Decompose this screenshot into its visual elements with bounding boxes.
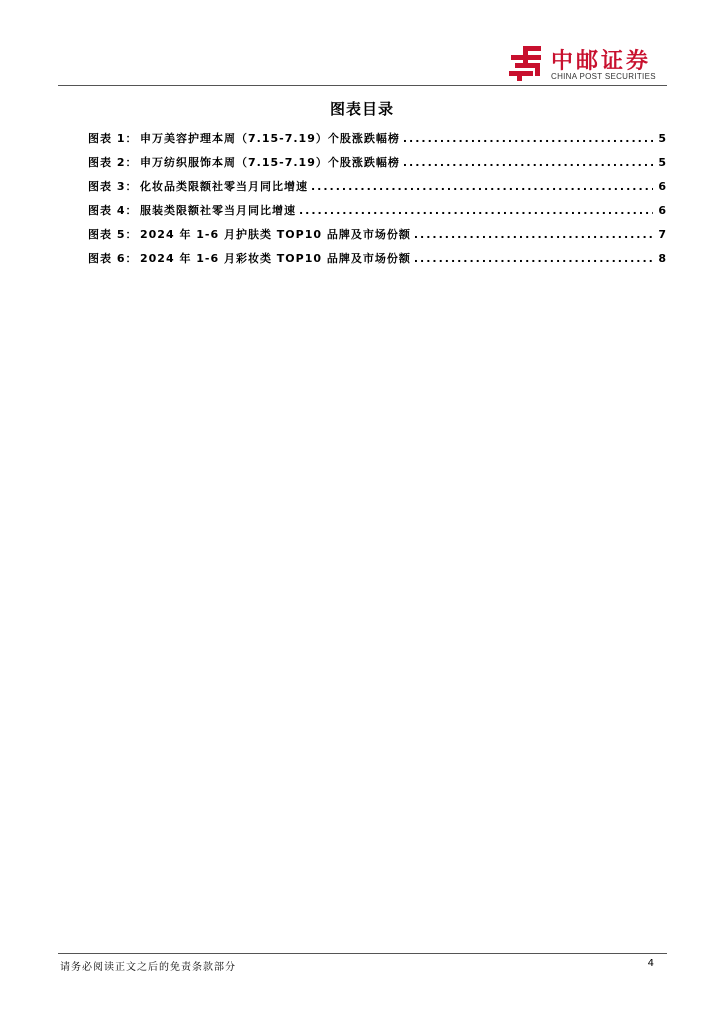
toc-dot-leader — [299, 204, 653, 217]
footer-page-number: 4 — [647, 958, 654, 969]
toc-item-page: 6 — [658, 180, 666, 193]
logo-english-name: CHINA POST SECURITIES — [551, 72, 656, 81]
footer-divider — [58, 953, 667, 954]
toc-item-6[interactable] — [88, 250, 666, 274]
toc-item-page: 5 — [658, 132, 666, 145]
toc-item-text: 2024 年 1-6 月护肤类 TOP10 品牌及市场份额 — [140, 228, 411, 241]
page-header — [58, 40, 667, 86]
toc-item-3[interactable] — [88, 178, 666, 202]
toc-title: 图表目录 — [329, 100, 394, 118]
toc-dot-leader — [403, 132, 653, 145]
toc-item-page: 6 — [658, 204, 666, 217]
toc-item-page: 7 — [658, 228, 666, 241]
toc-item-label: 图表 2： — [88, 156, 138, 169]
logo-chinese-name: 中邮证券 — [551, 49, 652, 74]
toc-item-label: 图表 3： — [88, 180, 138, 193]
company-logo — [507, 44, 667, 84]
footer-disclaimer: 请务必阅读正文之后的免责条款部分 — [60, 962, 236, 973]
toc-item-2[interactable] — [88, 154, 666, 178]
toc-item-label: 图表 5： — [88, 228, 138, 241]
toc-item-text: 申万纺织服饰本周（7.15-7.19）个股涨跌幅榜 — [140, 156, 400, 169]
toc-dot-leader — [403, 156, 653, 169]
toc-item-label: 图表 1： — [88, 132, 138, 145]
toc-item-text: 2024 年 1-6 月彩妆类 TOP10 品牌及市场份额 — [140, 252, 411, 265]
toc-item-text: 申万美容护理本周（7.15-7.19）个股涨跌幅榜 — [140, 132, 400, 145]
toc-dot-leader — [311, 180, 653, 193]
header-divider — [58, 85, 667, 86]
toc-dot-leader — [414, 228, 653, 241]
toc-item-text: 化妆品类限额社零当月同比增速 — [140, 180, 308, 193]
toc-item-label: 图表 4： — [88, 204, 138, 217]
toc-item-text: 服装类限额社零当月同比增速 — [140, 204, 296, 217]
toc-item-page: 5 — [658, 156, 666, 169]
toc-item-page: 8 — [658, 252, 666, 265]
china-post-logo-icon — [507, 44, 545, 82]
toc-item-label: 图表 6： — [88, 252, 138, 265]
toc-item-4[interactable] — [88, 202, 666, 226]
toc-item-1[interactable] — [88, 130, 666, 154]
toc-dot-leader — [414, 252, 653, 265]
toc-item-5[interactable] — [88, 226, 666, 250]
toc-list — [88, 130, 666, 274]
